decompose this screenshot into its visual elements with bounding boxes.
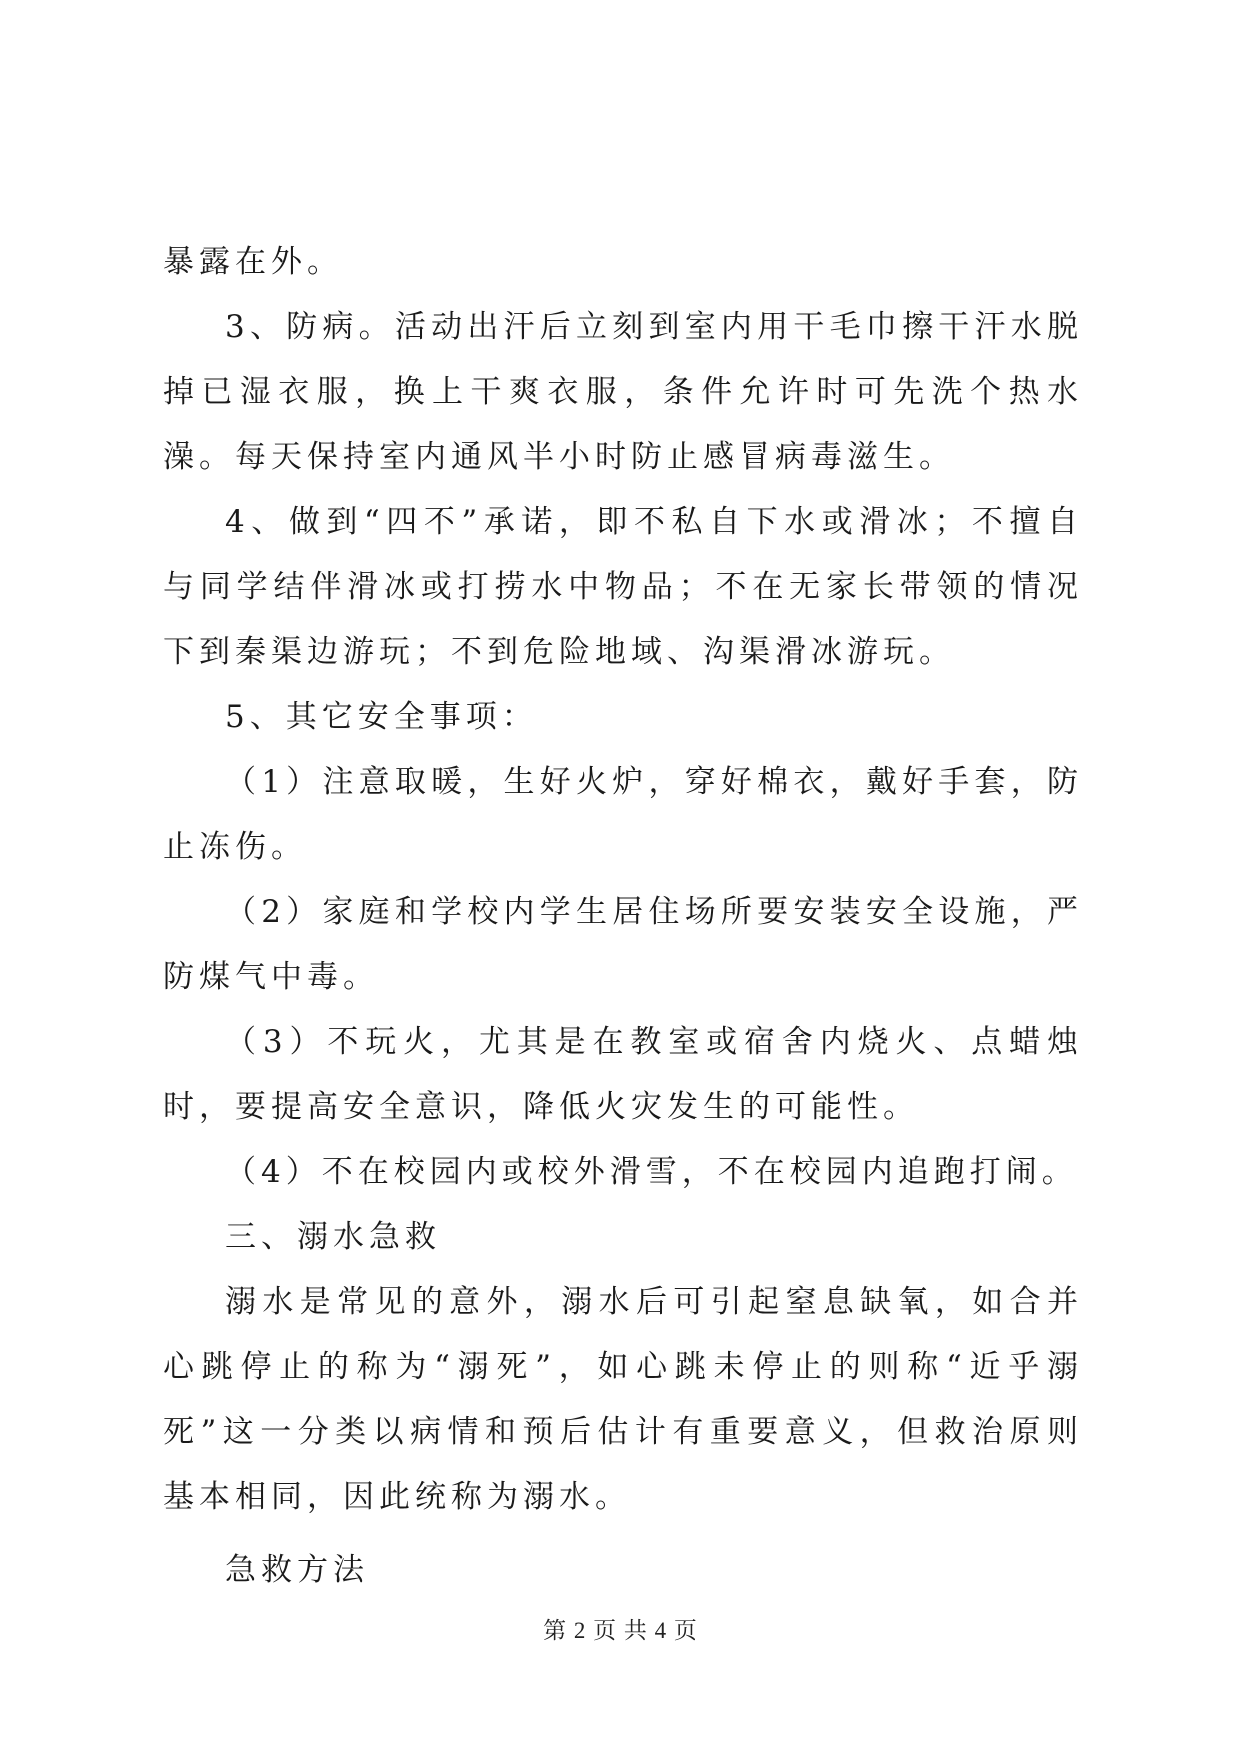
document-body bbox=[163, 230, 1083, 1603]
paragraph-four-nots-pledge: 4、做到“四不”承诺，即不私自下水或滑冰；不擅自与同学结伴滑冰或打捞水中物品；不在无家长带领的情况下到秦渠边游玩；不到危险地域、沟渠滑冰游玩。 bbox=[163, 504, 1083, 670]
paragraph-drowning-definition: 溺水是常见的意外，溺水后可引起窒息缺氧，如合并心跳停止的称为“溺死”，如心跳未停止的则称“近乎溺死”这一分类以病情和预后估计有重要意义，但救治原则基本相同，因此统称为溺水。 bbox=[163, 1284, 1083, 1515]
section-heading-drowning-first-aid: 三、溺水急救 bbox=[225, 1219, 441, 1255]
paragraph-continuation: 暴露在外。 bbox=[163, 244, 343, 280]
paragraph-disease-prevention: 3、防病。活动出汗后立刻到室内用干毛巾擦干汗水脱掉已湿衣服，换上干爽衣服，条件允许时可先洗个热水澡。每天保持室内通风半小时防止感冒病毒滋生。 bbox=[163, 309, 1083, 475]
paragraph-no-skiing: （4）不在校园内或校外滑雪，不在校园内追跑打闹。 bbox=[225, 1154, 1078, 1190]
subheading-first-aid-methods: 急救方法 bbox=[225, 1552, 369, 1588]
page-number-footer: 第 2 页 共 4 页 bbox=[543, 1618, 698, 1643]
paragraph-keep-warm: （1）注意取暖，生好火炉，穿好棉衣，戴好手套，防止冻伤。 bbox=[163, 764, 1083, 865]
paragraph-gas-poisoning: （2）家庭和学校内学生居住场所要安装安全设施，严防煤气中毒。 bbox=[163, 894, 1083, 995]
paragraph-fire-safety: （3）不玩火，尤其是在教室或宿舍内烧火、点蜡烛时，要提高安全意识，降低火灾发生的可能性。 bbox=[163, 1024, 1083, 1125]
paragraph-other-safety-heading: 5、其它安全事项： bbox=[225, 699, 538, 735]
